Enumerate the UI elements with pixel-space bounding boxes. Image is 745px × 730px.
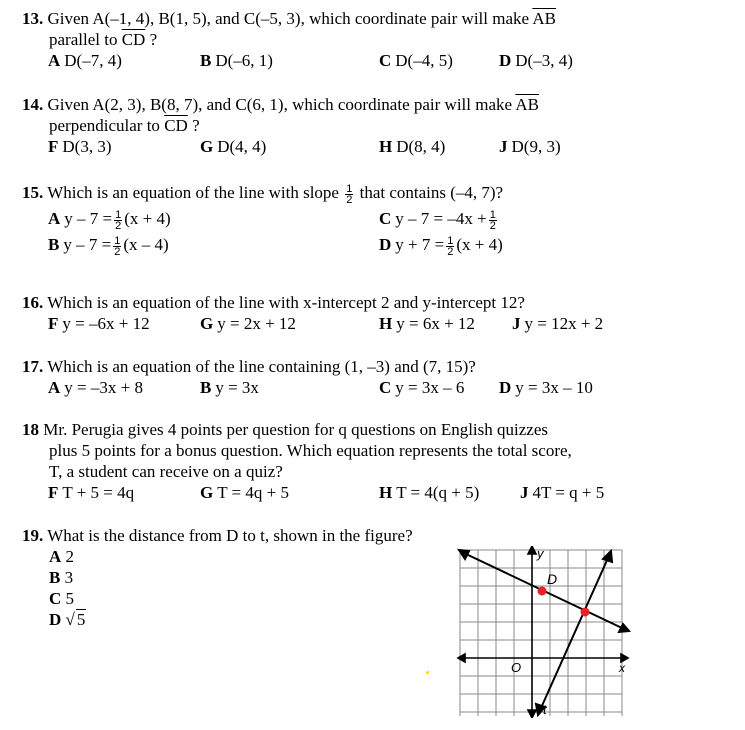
- answer-option-b[interactable]: B y = 3x: [200, 378, 259, 397]
- question-13: [22, 8, 732, 72]
- answer-option-h[interactable]: H D(8, 4): [379, 137, 446, 156]
- answer-options-row-1: [22, 208, 732, 234]
- question-18-stem: [22, 419, 732, 440]
- question-15-stem: [22, 182, 732, 208]
- answer-option-g[interactable]: G y = 2x + 12: [200, 314, 296, 333]
- answer-option-f[interactable]: F y = –6x + 12: [48, 314, 150, 333]
- question-text: plus 5 points for a bonus question. Which equation represents the total score,: [49, 441, 572, 460]
- question-text: that contains (–4, 7)?: [359, 183, 504, 202]
- answer-options: [22, 482, 732, 504]
- question-17: [22, 356, 732, 399]
- coordinate-grid-figure: [456, 546, 634, 718]
- question-18-stem-3: [22, 461, 732, 482]
- point-d: [538, 587, 547, 596]
- question-number: 19.: [22, 526, 44, 545]
- question-14: [22, 94, 732, 158]
- question-text: T, a student can receive on a quiz?: [49, 462, 283, 481]
- question-text: Given A(2, 3), B(8, 7), and C(6, 1), which coordinate pair will make: [47, 95, 513, 114]
- answer-option-c[interactable]: C y = 3x – 6: [379, 378, 465, 397]
- x-axis-label: x: [619, 661, 625, 675]
- question-number: 18: [22, 420, 39, 439]
- point-d-label: D: [547, 571, 558, 587]
- question-18-stem-2: [22, 440, 732, 461]
- stray-mark: [426, 671, 429, 674]
- question-15: [22, 182, 732, 260]
- answer-options: [22, 377, 732, 399]
- answer-option-j[interactable]: J 4T = q + 5: [520, 483, 605, 502]
- answer-option-g[interactable]: G T = 4q + 5: [200, 483, 289, 502]
- answer-option-a[interactable]: A 2: [49, 547, 75, 566]
- question-16: [22, 292, 732, 335]
- answer-options: [22, 546, 452, 630]
- y-axis-label: y: [537, 546, 544, 561]
- answer-option-j[interactable]: J y = 12x + 2: [512, 314, 604, 333]
- question-text: Mr. Perugia gives 4 points per question for q questions on English quizzes: [43, 420, 548, 439]
- question-text: Which is an equation of the line containing (1, –3) and (7, 15)?: [47, 357, 476, 376]
- question-13-stem: [22, 8, 732, 29]
- answer-option-c[interactable]: C 5: [49, 589, 75, 608]
- question-number: 14.: [22, 95, 44, 114]
- question-text: parallel to: [49, 30, 118, 49]
- segment-label: $\overline{CD}$: [121, 30, 146, 49]
- question-text: ?: [149, 30, 158, 49]
- answer-option-a[interactable]: A D(–7, 4): [48, 51, 122, 70]
- answer-options: [22, 136, 732, 158]
- segment-label: $\overline{CD}$: [164, 116, 188, 135]
- answer-options: [22, 50, 732, 72]
- question-18: [22, 419, 732, 504]
- answer-options-row-2: [22, 234, 732, 260]
- question-text: Given A(–1, 4), B(1, 5), and C(–5, 3), which coordinate pair will make: [47, 9, 530, 28]
- origin-label: O: [511, 660, 522, 675]
- answer-option-c[interactable]: C y – 7 = –4x + $\frac{1}{2}$: [379, 208, 496, 232]
- answer-option-h[interactable]: H y = 6x + 12: [379, 314, 475, 333]
- answer-option-d[interactable]: D y = 3x – 10: [499, 378, 593, 397]
- answer-option-a[interactable]: A y = –3x + 8: [48, 378, 143, 397]
- question-text: Which is an equation of the line with x-intercept 2 and y-intercept 12?: [47, 293, 525, 312]
- answer-option-g[interactable]: G D(4, 4): [200, 137, 267, 156]
- answer-option-b[interactable]: B 3: [49, 568, 74, 587]
- question-number: 15.: [22, 183, 44, 202]
- answer-options: [22, 313, 732, 335]
- line-t-label: t: [543, 702, 547, 717]
- answer-option-c[interactable]: C D(–4, 5): [379, 51, 453, 70]
- question-19: [22, 525, 452, 630]
- answer-option-h[interactable]: H T = 4(q + 5): [379, 483, 480, 502]
- question-14-stem: [22, 94, 732, 115]
- question-text: Which is an equation of the line with slope: [47, 183, 339, 202]
- question-13-stem-2: [22, 29, 732, 50]
- segment-label: $\overline{AB}$: [515, 95, 539, 114]
- question-14-stem-2: [22, 115, 732, 136]
- question-16-stem: [22, 292, 732, 313]
- answer-option-d[interactable]: D √ 5: [49, 610, 86, 629]
- answer-option-f[interactable]: F D(3, 3): [48, 137, 112, 156]
- answer-option-b[interactable]: B D(–6, 1): [200, 51, 273, 70]
- answer-option-a[interactable]: A y – 7 = $\frac{1}{2}$ (x + 4): [48, 208, 171, 232]
- grid-lines: [460, 550, 622, 716]
- question-17-stem: [22, 356, 732, 377]
- question-number: 17.: [22, 357, 44, 376]
- question-number: 16.: [22, 293, 44, 312]
- question-number: 13.: [22, 9, 44, 28]
- answer-option-j[interactable]: J D(9, 3): [499, 137, 561, 156]
- question-text: perpendicular to: [49, 116, 160, 135]
- question-19-stem: [22, 525, 452, 546]
- answer-option-d[interactable]: D D(–3, 4): [499, 51, 573, 70]
- question-text: ?: [192, 116, 200, 135]
- answer-option-b[interactable]: B y – 7 = $\frac{1}{2}$ (x – 4): [48, 234, 169, 258]
- question-text: What is the distance from D to t, shown in the figure?: [47, 526, 413, 545]
- slope-fraction: $\frac{1}{2}$: [346, 182, 353, 206]
- segment-label: $\overline{AB}$: [532, 9, 556, 28]
- answer-option-d[interactable]: D y + 7 = $\frac{1}{2}$ (x + 4): [379, 234, 503, 258]
- answer-option-f[interactable]: F T + 5 = 4q: [48, 483, 135, 502]
- intersection-point: [581, 608, 590, 617]
